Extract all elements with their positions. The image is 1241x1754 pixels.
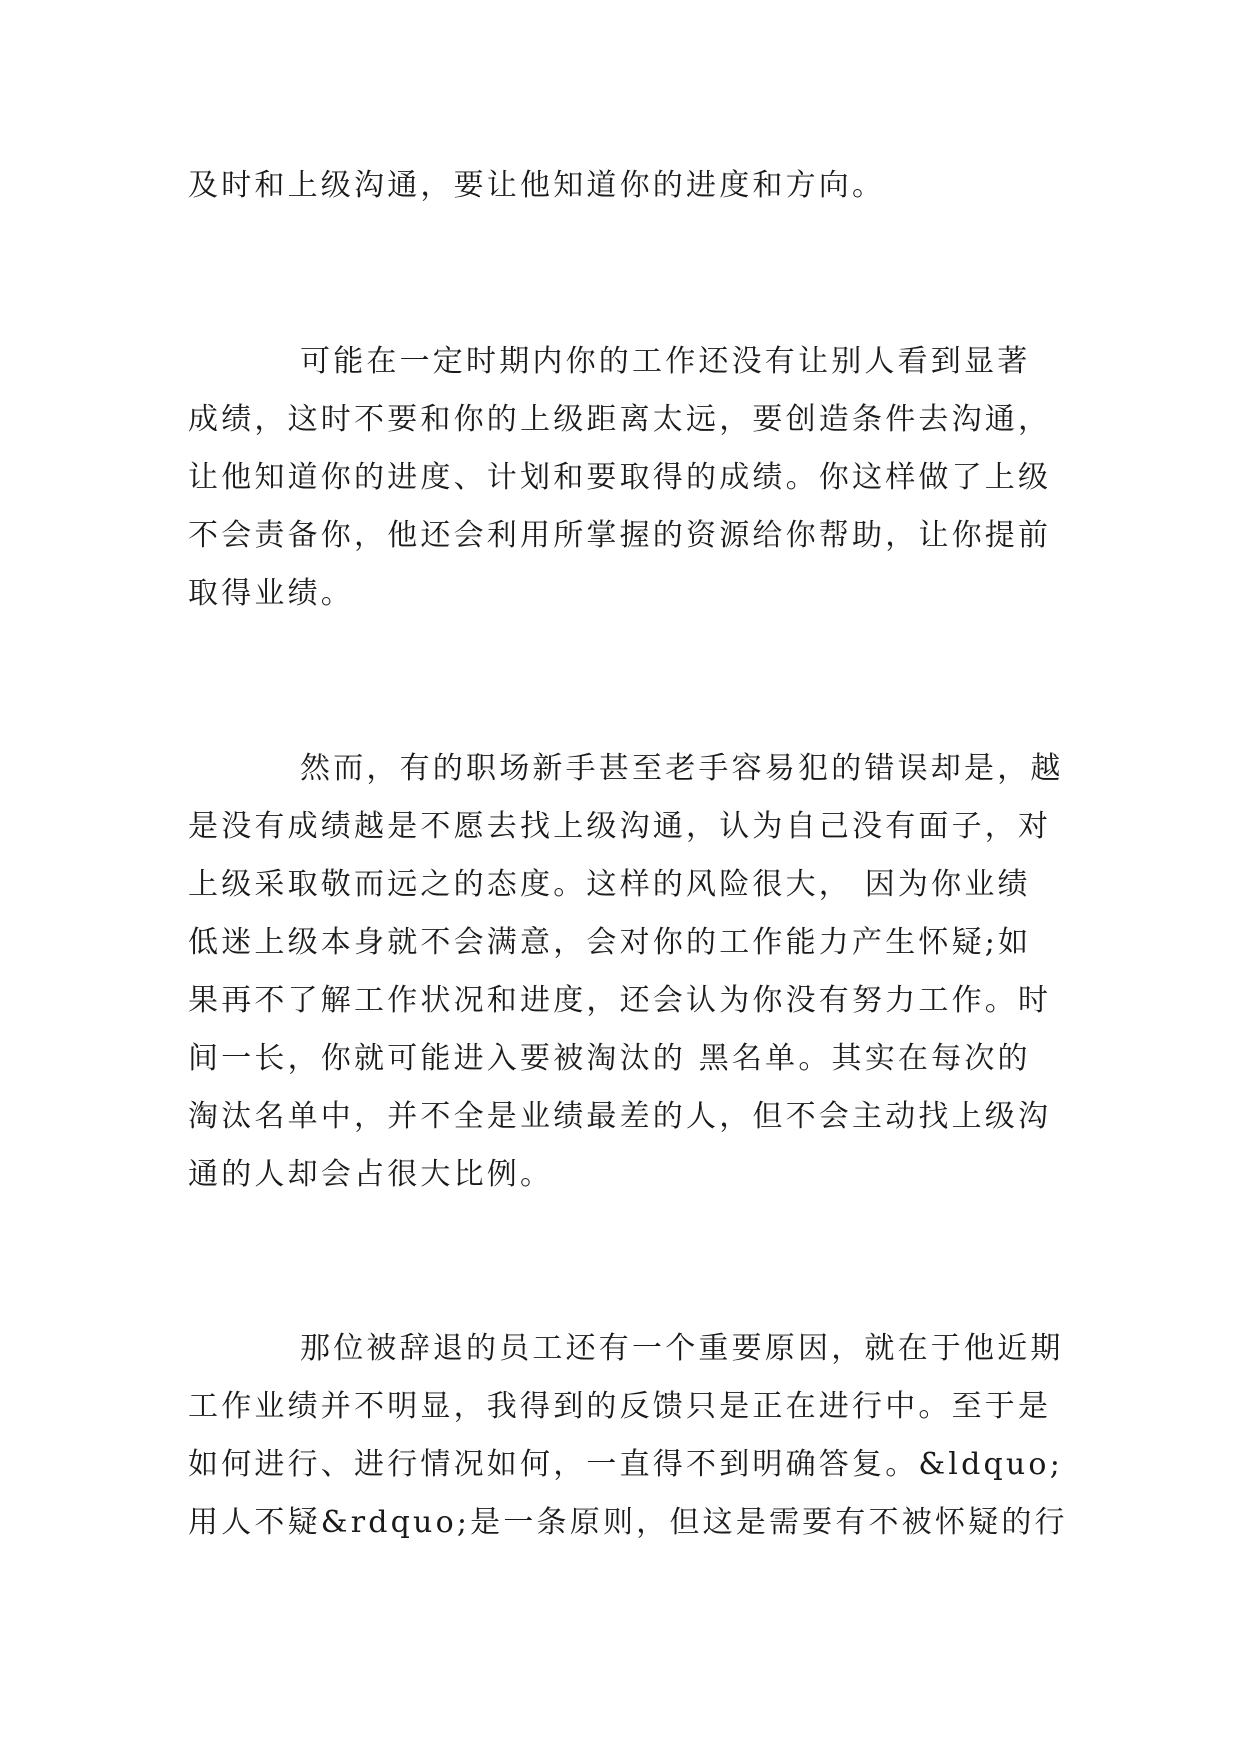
text-line: 及时和上级沟通，要让他知道你的进度和方向。 bbox=[188, 168, 886, 203]
text-line: 工作业绩并不明显，我得到的反馈只是正在进行中。至于是 bbox=[188, 1389, 1052, 1424]
text-line: 低迷上级本身就不会满意，会对你的工作能力产生怀疑;如 bbox=[188, 925, 1032, 960]
text-line: 成绩，这时不要和你的上级距离太远，要创造条件去沟通， bbox=[188, 402, 1052, 437]
text-line: 让他知道你的进度、计划和要取得的成绩。你这样做了上级 bbox=[188, 460, 1052, 495]
text-line: 如何进行、进行情况如何，一直得不到明确答复。&ldquo; bbox=[188, 1447, 1063, 1482]
text-line: 淘汰名单中，并不全是业绩最差的人，但不会主动找上级沟 bbox=[188, 1099, 1052, 1134]
paragraph-dismissed-employee bbox=[188, 1320, 1068, 1552]
text-line: 上级采取敬而远之的态度。这样的风险很大， 因为你业绩 bbox=[188, 867, 1031, 902]
paragraph-progress-communication bbox=[188, 333, 1058, 623]
text-line: 然而，有的职场新手甚至老手容易犯的错误却是，越 bbox=[300, 751, 1064, 786]
text-line: 可能在一定时期内你的工作还没有让别人看到显著 bbox=[300, 344, 1031, 379]
text-line: 是没有成绩越是不愿去找上级沟通，认为自己没有面子，对 bbox=[188, 809, 1052, 844]
paragraph-common-mistake bbox=[188, 740, 1064, 1204]
text-line: 间一长，你就可能进入要被淘汰的 黑名单。其实在每次的 bbox=[188, 1041, 1031, 1076]
text-line: 取得业绩。 bbox=[188, 576, 354, 611]
paragraph-continuation bbox=[188, 157, 1058, 215]
text-line: 果再不了解工作状况和进度，还会认为你没有努力工作。时 bbox=[188, 983, 1052, 1018]
text-line: 通的人却会占很大比例。 bbox=[188, 1157, 554, 1192]
text-line: 那位被辞退的员工还有一个重要原因，就在于他近期 bbox=[300, 1331, 1064, 1366]
text-line: 用人不疑&rdquo;是一条原则，但这是需要有不被怀疑的行 bbox=[188, 1505, 1068, 1540]
text-line: 不会责备你，他还会利用所掌握的资源给你帮助，让你提前 bbox=[188, 518, 1052, 553]
